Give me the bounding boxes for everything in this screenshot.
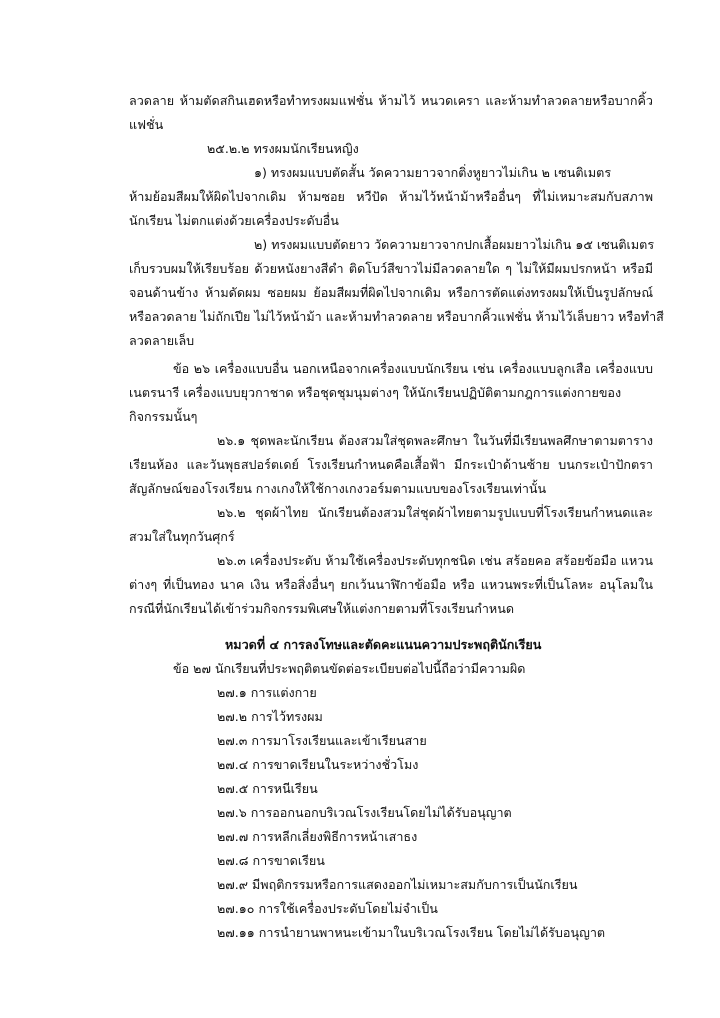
paragraph-line: สัญลักษณ์ของโรงเรียน กางเกงให้ใช้กางเกงวอร์มตามแบบของโรงเรียนเท่านั้น	[129, 481, 547, 496]
list-item: ๒๗.๘ การขาดเรียน	[217, 853, 325, 868]
list-item: ๒๗.๒ การไว้ทรงผม	[217, 709, 323, 724]
list-item: ๒๗.๑ การแต่งกาย	[217, 685, 317, 700]
list-item: ๒๗.๑๐ การใช้เครื่องประดับโดยไม่จำเป็น	[217, 901, 438, 916]
list-item: ๒๗.๑๑ การนำยานพาหนะเข้ามาในบริเวณโรงเรียน โดยไม่ได้รับอนุญาต	[217, 925, 606, 940]
paragraph-line: เรียนห้อง และวันพุธสปอร์ตเดย์ โรงเรียนกำหนดคือเสื้อฟ้า มีกระเป๋าด้านซ้าย บนกระเป๋าปักตรา	[129, 457, 653, 472]
paragraph-line: จอนด้านข้าง ห้ามดัดผม ซอยผม ย้อมสีผมที่ผิดไปจากเดิม หรือการตัดแต่งทรงผมให้เป็นรูปลักษณ์	[129, 285, 653, 300]
chapter-heading: หมวดที่ ๔ การลงโทษและตัดคะแนนความประพฤตินักเรียน	[225, 637, 542, 652]
list-item: ๒๗.๓ การมาโรงเรียนและเข้าเรียนสาย	[217, 733, 427, 748]
paragraph-line: ห้ามย้อมสีผมให้ผิดไปจากเดิม ห้ามซอย หวีปัด ห้ามไว้หน้าม้าหรืออื่นๆ ที่ไม่เหมาะสมกับสภาพ	[129, 189, 653, 204]
list-item: ๒๗.๖ การออกนอกบริเวณโรงเรียนโดยไม่ได้รับอนุญาต	[217, 805, 512, 820]
paragraph-line: กรณีที่นักเรียนได้เข้าร่วมกิจกรรมพิเศษให้แต่งกายตามที่โรงเรียนกำหนด	[129, 601, 515, 616]
list-item: ๒๖.๓ เครื่องประดับ ห้ามใช้เครื่องประดับทุกชนิด เช่น สร้อยคอ สร้อยข้อมือ แหวน	[217, 553, 653, 568]
list-item: ๒๗.๗ การหลีกเลี่ยงพิธีการหน้าเสาธง	[217, 829, 418, 844]
paragraph-line: ต่างๆ ที่เป็นทอง นาค เงิน หรือสิ่งอื่นๆ ยกเว้นนาฬิกาข้อมือ หรือ แหวนพระที่เป็นโลหะ อนุโลมใน	[129, 577, 653, 592]
paragraph-line: เนตรนารี เครื่องแบบยุวกาชาด หรือชุดชุมนุมต่างๆ ให้นักเรียนปฏิบัติตามกฎการแต่งกายของ	[129, 385, 622, 400]
paragraph-line: ลวดลายเล็บ	[129, 333, 195, 348]
paragraph-line: นักเรียน ไม่ตกแต่งด้วยเครื่องประดับอื่น	[129, 213, 339, 228]
list-item: ๑) ทรงผมแบบตัดสั้น วัดความยาวจากติ่งหูยาวไม่เกิน ๒ เซนติเมตร	[254, 165, 612, 180]
list-item: ๒๖.๒ ชุดผ้าไทย นักเรียนต้องสวมใส่ชุดผ้าไทยตามรูปแบบที่โรงเรียนกำหนดและ	[217, 505, 653, 520]
paragraph-line: สวมใส่ในทุกวันศุกร์	[129, 529, 235, 544]
paragraph-line: เก็บรวบผมให้เรียบร้อย ด้วยหนังยางสีดำ ติดโบว์สีขาวไม่มีลวดลายใด ๆ ไม่ให้มีผมปรกหน้า หรือมี	[129, 261, 653, 276]
paragraph-line: หรือลวดลาย ไม่ถักเปีย ไม่ไว้หน้าม้า และห้ามทำลวดลาย หรือบากคิ้วแฟชั่น ห้ามไว้เล็บยาว หรือทำสี	[129, 309, 664, 324]
paragraph-line: แฟชั่น	[129, 117, 164, 132]
paragraph-line: กิจกรรมนั้นๆ	[129, 409, 198, 424]
list-item: ๒๗.๕ การหนีเรียน	[217, 781, 318, 796]
paragraph-line: ลวดลาย ห้ามตัดสกินเฮดหรือทำทรงผมแฟชั่น ห้ามไว้ หนวดเครา และห้ามทำลวดลายหรือบากคิ้ว	[129, 93, 653, 108]
list-item: ๒) ทรงผมแบบตัดยาว วัดความยาวจากปกเสื้อผมยาวไม่เกิน ๑๕ เซนติเมตร	[254, 237, 655, 252]
list-item: ๒๗.๙ มีพฤติกรรมหรือการแสดงออกไม่เหมาะสมกับการเป็นนักเรียน	[217, 877, 578, 892]
section-heading: ๒๕.๒.๒ ทรงผมนักเรียนหญิง	[207, 141, 359, 156]
article-line: ข้อ ๒๗ นักเรียนที่ประพฤติตนขัดต่อระเบียบต่อไปนี้ถือว่ามีความผิด	[173, 661, 526, 676]
list-item: ๒๖.๑ ชุดพละนักเรียน ต้องสวมใส่ชุดพละศึกษา ในวันที่มีเรียนพลศึกษาตามตาราง	[217, 433, 653, 448]
list-item: ๒๗.๔ การขาดเรียนในระหว่างชั่วโมง	[217, 757, 419, 772]
paragraph-line: ข้อ ๒๖ เครื่องแบบอื่น นอกเหนือจากเครื่องแบบนักเรียน เช่น เครื่องแบบลูกเสือ เครื่องแบบ	[173, 361, 653, 376]
